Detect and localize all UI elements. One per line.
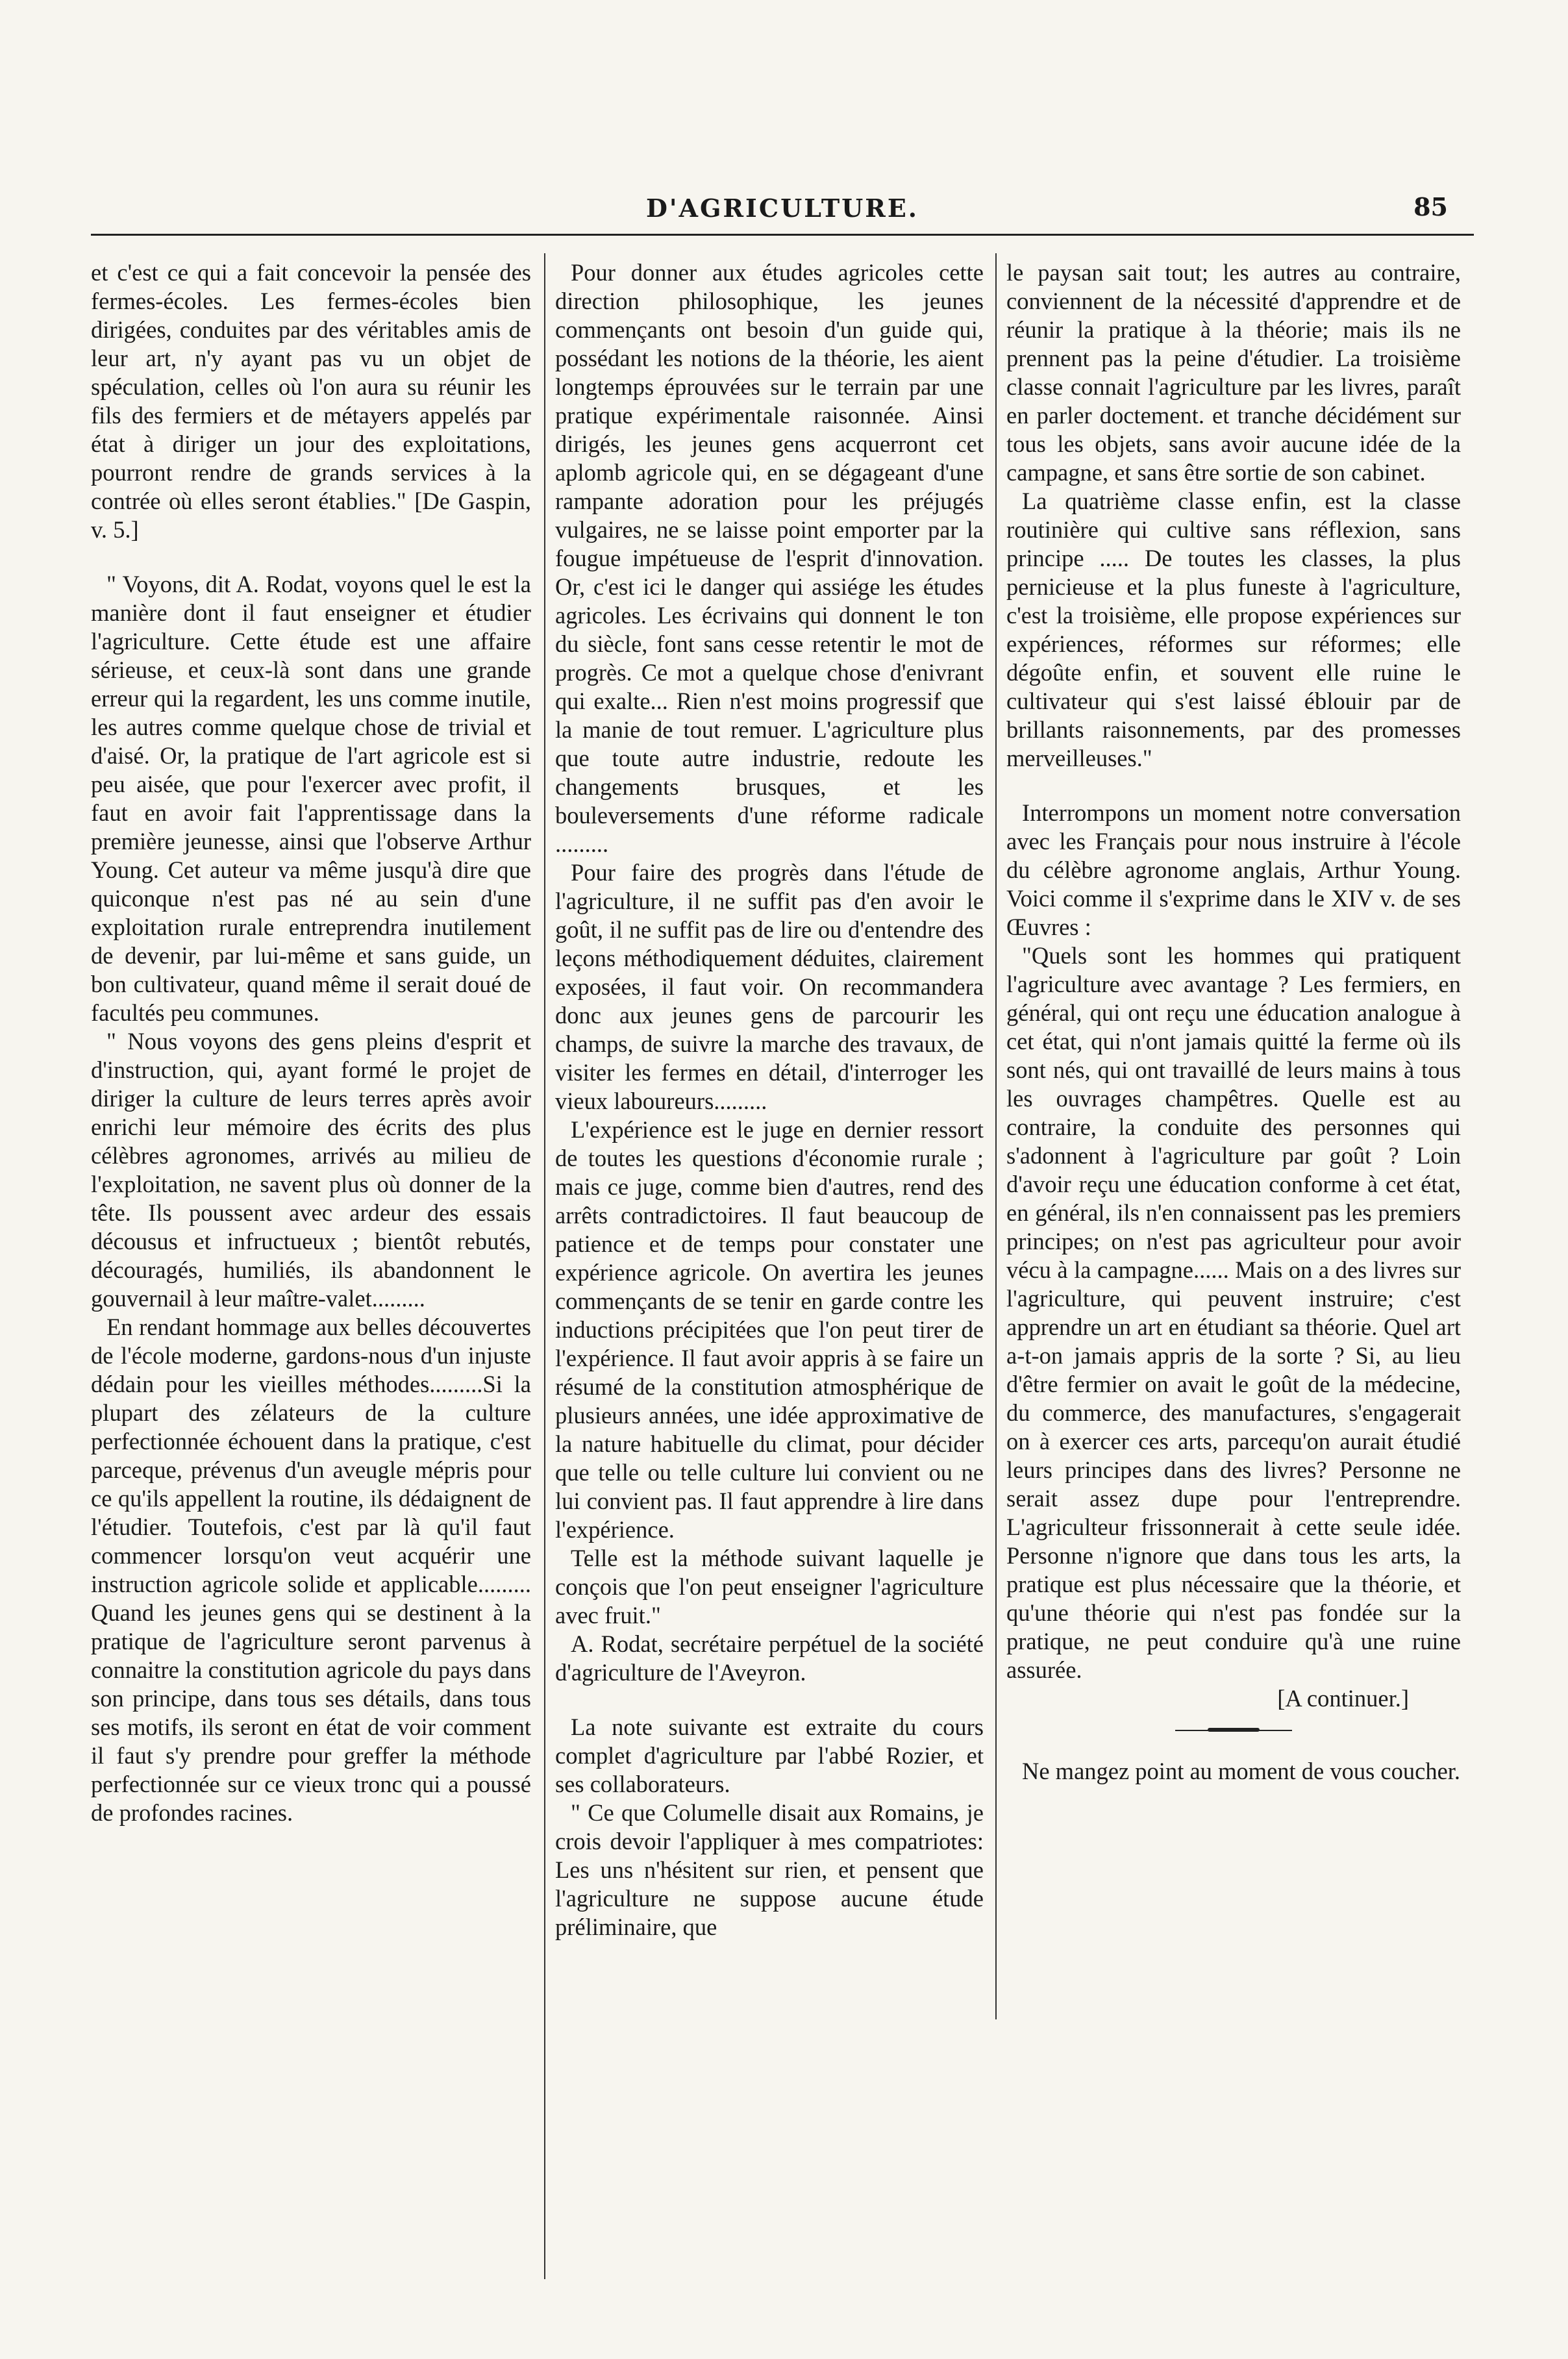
paragraph: " Voyons, dit A. Rodat, voyons quel le est la manière dont il faut enseigner et étudier l'agriculture. Cette étude est une affaire sérieuse, et ceux-là sont dans une grande erreur qui la regardent, les uns comme inutile, les autres comme quelque chose de trivial et d'aisé. Or, la pratique de l'art agricole est si peu aisée, que pour l'exercer avec profit, il faut en avoir fait l'apprentissage dans la première jeunesse, ainsi que l'observe Arthur Young. Cet auteur va même jusqu'à dire que quiconque n'est pas né au sein d'une exploitation rurale entreprendra inutilement de devenir, par lui-même et sans guide, un bon cultivateur, quand même il serait doué de facultés peu communes. (91, 571, 531, 1026)
column-divider (544, 253, 545, 2279)
paragraph: Interrompons un moment notre conversation avec les Français pour nous instruire à l'école du célèbre agronome anglais, Arthur Young. Voici comme il s'exprime dans le XIV v. de ses Œuvres : (1006, 799, 1461, 940)
paragraph: La quatrième classe enfin, est la classe routinière qui cultive sans réflexion, sans principe ..... De toutes les classes, la plus pernicieuse et la plus funeste à l'agriculture, c'est la troisième, elle propose expériences sur expériences, réformes sur réformes; elle dégoûte enfin, et souvent elle ruine le cultivateur qui s'est laissé éblouir par de brillants raisonnements, par des promesses merveilleuses." (1006, 488, 1461, 771)
header-rule (91, 234, 1474, 236)
column-3 (1006, 258, 1461, 1786)
paragraph: Pour faire des progrès dans l'étude de l'agriculture, il ne suffit pas d'en avoir le goût, il ne suffit pas de lire ou d'entendre des leçons méthodiquement déduites, clairement exposées, il faut voir. On recommandera donc aux jeunes gens de parcourir les champs, de suivre la marche des travaux, de visiter les fermes en détail, d'interroger les vieux laboureurs......... (555, 859, 984, 1114)
paragraph: "Quels sont les hommes qui pratiquent l'agriculture avec avantage ? Les fermiers, en général, qui ont reçu une éducation analogue à cet état, qui n'ont jamais quitté la ferme où ils sont nés, qui ont travaillé de leurs mains à tous les ouvrages champêtres. Quelle est au contraire, la conduite des personnes qui s'adonnent à l'agriculture par goût ? Loin d'avoir reçu une éducation conforme à cet état, en général, ils n'en connaissent pas les premiers principes; on n'est pas agriculteur pour avoir vécu à la campagne...... Mais on a des livres sur l'agriculture, qui peuvent instruire; c'est apprendre un art en étudiant sa théorie. Quel art a-t-on jamais appris de la sorte ? Si, au lieu d'être fermier on avait le goût de la médecine, du commerce, des manufactures, s'engagerait on à exercer ces arts, parcequ'on aurait étudié leurs principes dans des livres? Personne ne serait assez dupe pour l'entreprendre. L'agriculteur frissonnerait à cette seule idée. Personne n'ignore que dans tous les arts, la pratique est plus nécessaire que la théorie, et qu'une théorie qui n'est pas fondée sur la pratique, ne peut conduire qu'à une ruine assurée. (1006, 942, 1461, 1683)
running-title: D'AGRICULTURE. (645, 193, 919, 223)
column-2 (555, 258, 984, 1941)
signature-line: A. Rodat, secrétaire perpétuel de la société d'agriculture de l'Aveyron. (555, 1630, 984, 1686)
paragraph: Pour donner aux études agricoles cette direction philosophique, les jeunes commençants ont besoin d'un guide qui, possédant les notions de la théorie, les aient longtemps éprouvées sur le terrain par une pratique expérimentale raisonnée. Ainsi dirigés, les jeunes gens acquerront cet aplomb agricole qui, en se dégageant d'une rampante adoration pour les préjugés vulgaires, ne se laisse point emporter par la fougue impétueuse de l'esprit d'innovation. Or, c'est ici le danger qui assiége les études agricoles. Les écrivains qui donnent le ton du siècle, font sans cesse retentir le mot de progrès. Ce mot a quelque chose d'enivrant qui exalte... Rien n'est moins progressif que la manie de tout remuer. L'agriculture plus que toute autre industrie, redoute les changements brusques, et les bouleversements d'une réforme radicale ......... (555, 259, 984, 857)
paragraph: Ne mangez point au moment de vous coucher. (1022, 1758, 1461, 1784)
paragraph: le paysan sait tout; les autres au contraire, conviennent de la nécessité d'apprendre et de réunir la pratique à la théorie; mais ils ne prennent pas la peine d'étudier. La troisième classe connait l'agriculture par les livres, paraît en parler doctement. et tranche décidément sur tous les objets, sans avoir aucune idée de la campagne, et sans être sortie de son cabinet. (1006, 259, 1461, 486)
paragraph: La note suivante est extraite du cours complet d'agriculture par l'abbé Rozier, et ses collaborateurs. (555, 1714, 984, 1797)
continuation-note: [A continuer.] (1277, 1685, 1409, 1712)
page-number: 85 (1413, 192, 1448, 221)
paragraph: L'expérience est le juge en dernier ressort de toutes les questions d'économie rurale ; mais ce juge, comme bien d'autres, rend des arrêts contradictoires. Il faut beaucoup de patience et de temps pour constater une expérience agricole. On avertira les jeunes commençants de se tenir en garde contre les inductions précipitées que l'on peut tirer de l'expérience. Il faut avoir appris à se faire un résumé de la constitution atmosphérique de plusieurs années, une idée approximative de la nature habituelle du climat, pour décider que telle ou telle culture lui convient ou ne lui convient pas. Il faut apprendre à lire dans l'expérience. (555, 1116, 984, 1543)
paragraph: Telle est la méthode suivant laquelle je conçois que l'on peut enseigner l'agriculture avec fruit." (555, 1545, 984, 1629)
column-1 (91, 258, 531, 1827)
paragraph: et c'est ce qui a fait concevoir la pensée des fermes-écoles. Les fermes-écoles bien dirigées, conduites par des véritables amis de leur art, n'y ayant pas vu un objet de spéculation, celles où l'on aura su réunir les fils des fermiers et de métayers appelés par état à diriger un jour des exploitations, pourront rendre de grands services à la contrée où elles seront établies." [De Gaspin, v. 5.] (91, 259, 531, 543)
page-header (91, 188, 1474, 234)
paragraph: " Nous voyons des gens pleins d'esprit et d'instruction, qui, ayant formé le projet de diriger la culture de leurs terres après avoir enrichi leur mémoire des écrits des plus célèbres agronomes, arrivés au milieu de l'exploitation, ne savent plus où donner de la tête. Ils poussent avec ardeur des essais décousus et infructueux ; bientôt rebutés, découragés, humiliés, ils abandonnent le gouvernail à leur maître-valet......... (91, 1028, 531, 1312)
paragraph: En rendant hommage aux belles découvertes de l'école moderne, gardons-nous d'un injuste dédain pour les vieilles méthodes.........Si la plupart des zélateurs de la culture perfectionnée échouent dans la pratique, c'est parceque, prévenus d'un aveugle mépris pour ce qu'ils appellent la routine, ils dédaignent de l'étudier. Toutefois, c'est par là qu'il faut commencer lorsqu'on veut acquérir une instruction agricole solide et applicable......... Quand les jeunes gens qui se destinent à la pratique de l'agriculture seront parvenus à connaitre la constitution agricole du pays dans son principe, dans tous ses détails, dans tous ses motifs, ils seront en état de voir comment il faut s'y prendre pour greffer la méthode perfectionnée sur ce vieux tronc qui a poussé de profondes racines. (91, 1314, 531, 1826)
ornamental-rule (1175, 1726, 1292, 1735)
paragraph: " Ce que Columelle disait aux Romains, je crois devoir l'appliquer à mes compatriotes: Les uns n'hésitent sur rien, et pensent que l'agriculture ne suppose aucune étude préliminaire, que (555, 1799, 984, 1940)
column-divider (995, 253, 997, 2019)
